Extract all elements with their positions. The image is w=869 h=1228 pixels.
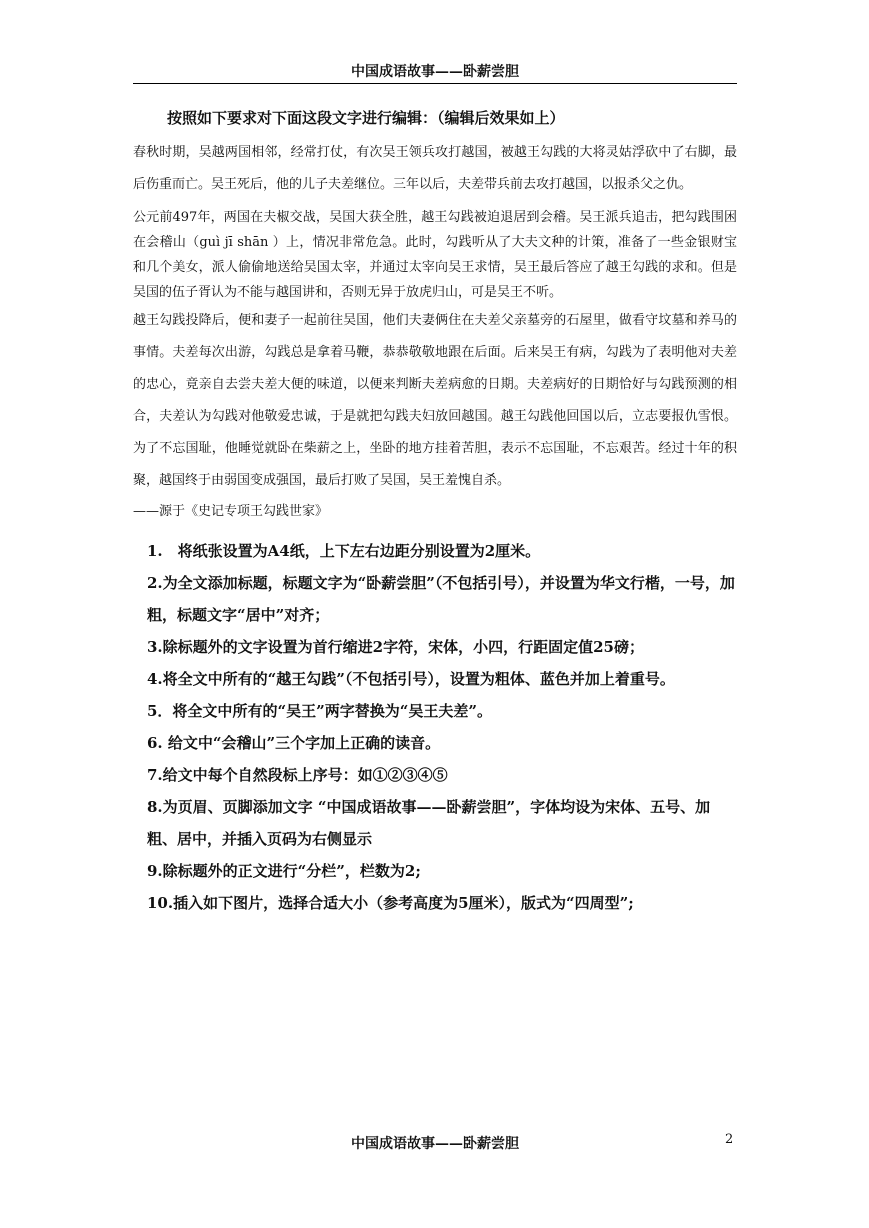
requirement-item: 10.插入如下图片，选择合适大小（参考高度为5厘米），版式为“四周型”; — [147, 894, 634, 912]
requirement-item: 2.为全文添加标题，标题文字为“卧薪尝胆”（不包括引号），并设置为华文行楷，一号，加粗，标题文字“居中”对齐； — [147, 574, 735, 624]
paragraph-2: 公元前497年，两国在夫椒交战，吴国大获全胜，越王勾践被迫退居到会稽。吴王派兵追击，把勾践围困在会稽山（guì jī shān ）上，情况非常危急。此时，勾践听从了大夫文种的计策，准备了一些金银财宝和几个美女，派人偷偷地送给吴国太宰，并通过太宰向吴王求情，吴王最后答应了越王勾践的求和。但是吴国的伍子胥认为不能与越国讲和，否则无异于放虎归山，可是吴王不听。 — [133, 210, 737, 300]
requirement-item: 6. 给文中“会稽山”三个字加上正确的读音。 — [147, 734, 441, 752]
requirement-item: 4.将全文中所有的“越王勾践”（不包括引号），设置为粗体、蓝色并加上着重号。 — [147, 670, 675, 688]
requirement-item: 1. 将纸张设置为A4纸，上下左右边距分别设置为2厘米。 — [147, 542, 541, 560]
paragraph-3: 越王勾践投降后，便和妻子一起前往吴国，他们夫妻俩住在夫差父亲墓旁的石屋里，做看守坟墓和养马的事情。夫差每次出游，勾践总是拿着马鞭，恭恭敬敬地跟在后面。后来吴王有病，勾践为了表明他对夫差的忠心，竟亲自去尝夫差大便的味道，以便来判断夫差病愈的日期。夫差病好的日期恰好与勾践预测的相合，夫差认为勾践对他敬爱忠诚，于是就把勾践夫妇放回越国。越王勾践他回国以后，立志要报仇雪恨。为了不忘国耻，他睡觉就卧在柴薪之上，坐卧的地方挂着苦胆，表示不忘国耻，不忘艰苦。经过十年的积聚，越国终于由弱国变成强国，最后打败了吴国，吴王羞愧自杀。 — [133, 313, 737, 488]
source-citation: ——源于《史记专项王勾践世家》 — [133, 504, 329, 519]
requirement-item: 3.除标题外的文字设置为首行缩进2字符，宋体，小四，行距固定值25磅； — [147, 638, 644, 656]
header-rule — [133, 83, 737, 84]
page-footer: 中国成语故事——卧薪尝胆 — [351, 1136, 519, 1152]
page-header: 中国成语故事——卧薪尝胆 — [351, 64, 519, 80]
page-number: 2 — [725, 1132, 734, 1147]
requirement-item: 5．将全文中所有的“吴王”两字替换为“吴王夫差”。 — [147, 702, 492, 720]
instruction-heading: 按照如下要求对下面这段文字进行编辑：（编辑后效果如上） — [167, 109, 565, 127]
requirement-item: 9.除标题外的正文进行“分栏”，栏数为2; — [147, 862, 421, 880]
document-body — [133, 107, 737, 919]
requirement-item: 8.为页眉、页脚添加文字 “中国成语故事——卧薪尝胆”，字体均设为宋体、五号、加粗、居中，并插入页码为右侧显示 — [147, 798, 711, 848]
requirement-item: 7.给文中每个自然段标上序号：如①②③④⑤ — [147, 766, 448, 784]
paragraph-1: 春秋时期，吴越两国相邻，经常打仗，有次吴王领兵攻打越国，被越王勾践的大将灵姑浮砍中了右脚，最后伤重而亡。吴王死后，他的儿子夫差继位。三年以后，夫差带兵前去攻打越国，以报杀父之仇。 — [133, 145, 737, 192]
requirements-list — [133, 535, 737, 919]
